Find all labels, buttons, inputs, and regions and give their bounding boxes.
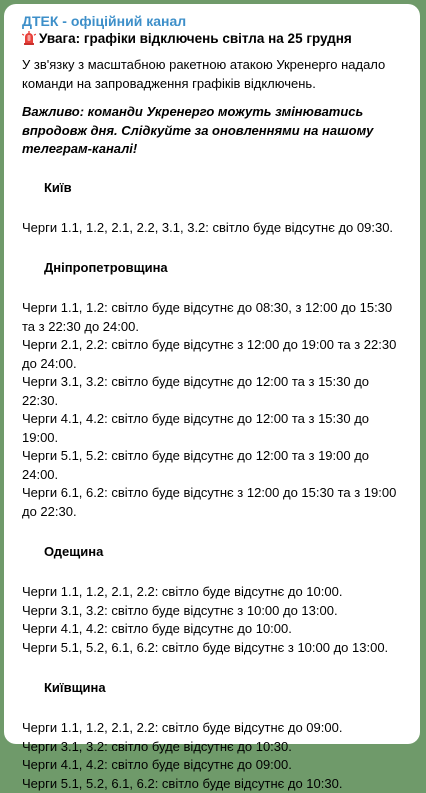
schedule-line: Черги 3.1, 3.2: світло буде відсутнє з 10:00 до 13:00. [22,602,406,621]
post-note: Важливо: команди Укренерго можуть змінюватись впродовж дня. Слідкуйте за оновленнями на нашому телеграм-каналі! [22,103,406,159]
schedule-line: Черги 4.1, 4.2: світло буде відсутнє до 09:00. [22,756,406,775]
post-intro: У зв'язку з масштабною ракетною атакою Укренерго надало команди на запровадження графіків відключень. [22,56,406,93]
schedule-line: Черги 4.1, 4.2: світло буде відсутнє до 12:00 та з 15:30 до 19:00. [22,410,406,447]
headline-text: Увага: графіки відключень світла на 25 грудня [39,31,352,46]
rotating-light-icon [22,31,36,45]
region-heading: Одещина [22,543,406,561]
schedule-line: Черги 6.1, 6.2: світло буде відсутнє з 12:00 до 15:30 та з 19:00 до 22:30. [22,484,406,521]
region-schedule [22,299,406,521]
region-schedule [22,219,406,238]
region-heading: Київщина [22,679,406,697]
schedule-line: Черги 2.1, 2.2: світло буде відсутнє з 12:00 до 19:00 та з 22:30 до 24:00. [22,336,406,373]
schedule-line: Черги 3.1, 3.2: світло буде відсутнє до 12:00 та з 15:30 до 22:30. [22,373,406,410]
schedule-line: Черги 3.1, 3.2: світло буде відсутнє до 10:30. [22,738,406,757]
post-headline [22,30,406,48]
schedule-line: Черги 1.1, 1.2: світло буде відсутнє до 08:30, з 12:00 до 15:30 та з 22:30 до 24:00. [22,299,406,336]
region-heading: Київ [22,179,406,197]
schedule-list [22,179,406,793]
schedule-line: Черги 1.1, 1.2, 2.1, 2.2: світло буде відсутнє до 09:00. [22,719,406,738]
region-schedule [22,719,406,793]
schedule-line: Черги 1.1, 1.2, 2.1, 2.2, 3.1, 3.2: світло буде відсутнє до 09:30. [22,219,406,238]
region-heading: Дніпропетровщина [22,259,406,277]
schedule-line: Черги 5.1, 5.2, 6.1, 6.2: світло буде відсутнє з 10:00 до 13:00. [22,639,406,658]
schedule-line: Черги 1.1, 1.2, 2.1, 2.2: світло буде відсутнє до 10:00. [22,583,406,602]
schedule-line: Черги 5.1, 5.2: світло буде відсутнє до 12:00 та з 19:00 до 24:00. [22,447,406,484]
schedule-line: Черги 5.1, 5.2, 6.1, 6.2: світло буде відсутнє до 10:30. [22,775,406,793]
region-schedule [22,583,406,657]
message-bubble [4,4,420,744]
channel-name[interactable]: ДТЕК - офіційний канал [22,12,406,30]
schedule-line: Черги 4.1, 4.2: світло буде відсутнє до 10:00. [22,620,406,639]
